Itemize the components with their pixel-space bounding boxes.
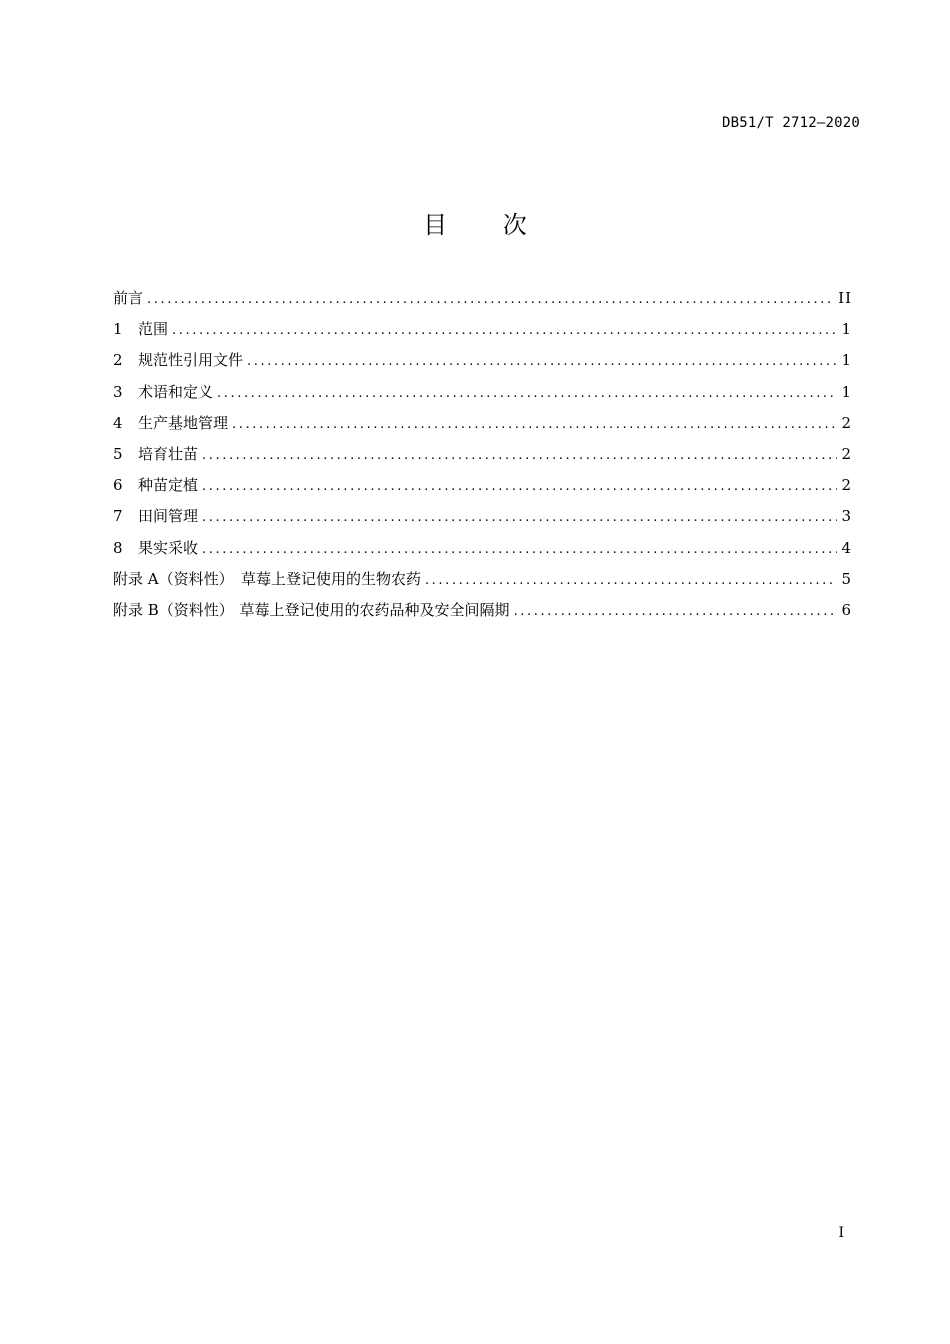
toc-entry-page: 5 xyxy=(841,569,852,588)
toc-entry-label: 术语和定义 xyxy=(138,382,214,401)
toc-entry-page: 1 xyxy=(841,382,852,401)
toc-entry-page: 3 xyxy=(841,507,852,526)
toc-entry-label: 培育壮苗 xyxy=(138,444,199,463)
toc-entry-label: 范围 xyxy=(138,320,169,339)
toc-title: 目 次 xyxy=(423,211,551,239)
dot-leader xyxy=(202,479,837,494)
dot-leader xyxy=(202,448,837,463)
dot-leader xyxy=(217,386,837,401)
appendix-prefix: 附录 A（资料性） xyxy=(113,569,234,588)
toc-entry-label: 草莓上登记使用的生物农药 xyxy=(240,569,421,588)
table-of-contents xyxy=(113,287,852,630)
toc-entry-number: 3 xyxy=(113,382,123,401)
dot-leader xyxy=(202,542,837,557)
dot-leader xyxy=(202,510,837,525)
dot-leader xyxy=(232,417,837,432)
toc-entry-label: 生产基地管理 xyxy=(138,413,229,432)
document-code: DB51/T 2712—2020 xyxy=(721,115,860,131)
toc-entry-6[interactable] xyxy=(113,474,852,505)
toc-entry-appendix-a[interactable] xyxy=(113,568,852,599)
toc-entry-1[interactable] xyxy=(113,318,852,349)
toc-entry-label: 果实采收 xyxy=(138,538,199,557)
toc-entry-number: 8 xyxy=(113,538,123,557)
appendix-prefix: 附录 B（资料性） xyxy=(113,600,234,619)
toc-entry-page: 6 xyxy=(841,600,852,619)
toc-entry-3[interactable] xyxy=(113,381,852,412)
toc-entry-page: 2 xyxy=(841,476,852,495)
toc-entry-page: 2 xyxy=(841,413,852,432)
toc-entry-label: 草莓上登记使用的农药品种及安全间隔期 xyxy=(239,600,510,619)
toc-entry-page: 1 xyxy=(841,351,852,370)
toc-entry-page: 2 xyxy=(841,444,852,463)
dot-leader xyxy=(425,573,838,588)
dot-leader xyxy=(247,354,837,369)
toc-entry-number: 2 xyxy=(113,351,123,370)
toc-entry-7[interactable] xyxy=(113,505,852,536)
toc-entry-page: II xyxy=(838,289,852,307)
toc-entry-5[interactable] xyxy=(113,443,852,474)
toc-entry-number: 1 xyxy=(113,320,123,339)
toc-entry-8[interactable] xyxy=(113,537,852,568)
toc-entry-number: 5 xyxy=(113,444,123,463)
toc-entry-2[interactable] xyxy=(113,349,852,380)
toc-entry-label: 种苗定植 xyxy=(138,476,199,495)
toc-entry-4[interactable] xyxy=(113,412,852,443)
toc-entry-page: 4 xyxy=(841,538,852,557)
toc-entry-page: 1 xyxy=(841,320,852,339)
dot-leader xyxy=(147,292,834,307)
toc-entry-appendix-b[interactable] xyxy=(113,599,852,630)
toc-entry-number: 6 xyxy=(113,476,123,495)
page-number: I xyxy=(838,1225,844,1241)
toc-entry-label: 田间管理 xyxy=(138,507,199,526)
dot-leader xyxy=(172,323,837,338)
toc-entry-number: 7 xyxy=(113,507,123,526)
toc-entry-foreword[interactable] xyxy=(113,287,852,318)
toc-entry-number: 4 xyxy=(113,413,123,432)
toc-entry-label: 规范性引用文件 xyxy=(138,351,244,370)
dot-leader xyxy=(514,604,838,619)
toc-entry-label: 前言 xyxy=(113,289,144,307)
